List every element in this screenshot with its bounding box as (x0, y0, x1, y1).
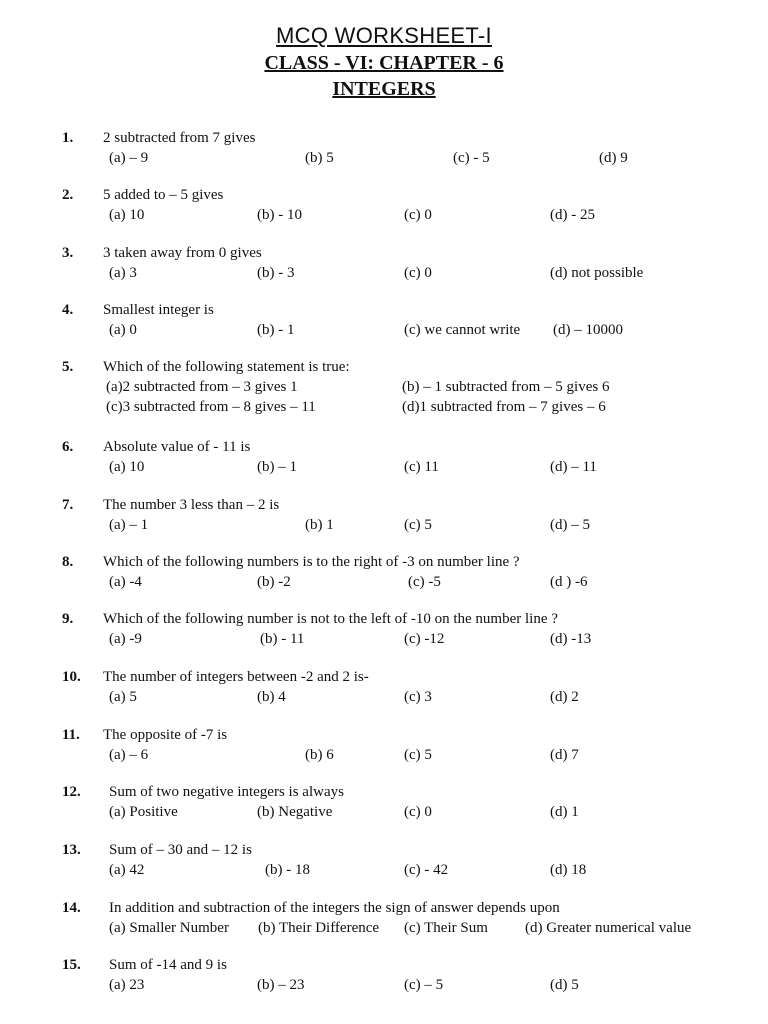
question-text: The number 3 less than – 2 is (103, 497, 280, 513)
question-text: 5 added to – 5 gives (103, 187, 224, 203)
option-b: (b) – 1 (257, 459, 297, 475)
question-text: Smallest integer is (103, 302, 214, 318)
option-c: (c) 0 (404, 265, 432, 281)
option-b: (b) 1 (305, 517, 334, 533)
question-number: 3. (62, 245, 74, 261)
question-number: 9. (62, 611, 74, 627)
question-text: 2 subtracted from 7 gives (103, 130, 256, 146)
option-b: (b) - 11 (260, 631, 305, 647)
question-number: 13. (62, 842, 81, 858)
option-d: (d) 18 (550, 862, 587, 878)
option-a: (a) 23 (109, 977, 145, 993)
option-d: (d) 7 (550, 747, 579, 763)
option-c: (c) 5 (404, 517, 432, 533)
question-number: 6. (62, 439, 74, 455)
option-d: (d) not possible (550, 265, 644, 281)
option-b: (b) 5 (305, 150, 334, 166)
question-number: 2. (62, 187, 74, 203)
option-d: (d) -13 (550, 631, 592, 647)
option-d: (d) – 5 (550, 517, 590, 533)
option-b: (b) Negative (257, 804, 333, 820)
option-a: (a) 10 (109, 207, 145, 223)
question-text: Which of the following numbers is to the right of -3 on number line ? (103, 554, 520, 570)
option-d: (d) - 25 (550, 207, 595, 223)
option-a: (a) -9 (109, 631, 142, 647)
option-c: (c) 0 (404, 804, 432, 820)
option-a: (a)2 subtracted from – 3 gives 1 (106, 379, 298, 395)
question-number: 11. (62, 727, 80, 743)
question-text: Sum of -14 and 9 is (109, 957, 227, 973)
option-a: (a) 3 (109, 265, 137, 281)
option-b: (b) 6 (305, 747, 334, 763)
option-b: (b) -2 (257, 574, 291, 590)
option-c: (c) -12 (404, 631, 445, 647)
question-number: 12. (62, 784, 81, 800)
option-d: (d) – 11 (550, 459, 597, 475)
worksheet-title: MCQ WORKSHEET-I (276, 23, 492, 48)
question-text: Sum of two negative integers is always (109, 784, 344, 800)
option-b: (b) – 1 subtracted from – 5 gives 6 (402, 379, 610, 395)
option-b: (b) - 18 (265, 862, 310, 878)
option-c: (c)3 subtracted from – 8 gives – 11 (106, 399, 316, 415)
option-c: (c) – 5 (404, 977, 444, 993)
option-c: (c) 11 (404, 459, 439, 475)
option-c: (c) - 42 (404, 862, 449, 878)
question-number: 1. (62, 130, 74, 146)
option-a: (a) 5 (109, 689, 137, 705)
option-b: (b) 4 (257, 689, 286, 705)
option-a: (a) 10 (109, 459, 145, 475)
class-chapter-line: CLASS - VI: CHAPTER - 6 (264, 52, 504, 74)
question-text: Absolute value of - 11 is (103, 439, 251, 455)
option-c: (c) - 5 (453, 150, 490, 166)
option-b: (b) - 1 (257, 322, 295, 338)
question-text: Which of the following number is not to the left of -10 on the number line ? (103, 611, 558, 627)
option-c: (c) Their Sum (404, 920, 488, 936)
chapter-topic: INTEGERS (332, 78, 436, 100)
option-b: (b) - 3 (257, 265, 295, 281)
question-number: 4. (62, 302, 74, 318)
option-d: (d) 5 (550, 977, 579, 993)
option-c: (c) we cannot write (404, 322, 521, 338)
option-c: (c) 5 (404, 747, 432, 763)
option-a: (a) Smaller Number (109, 920, 229, 936)
question-number: 7. (62, 497, 74, 513)
option-c: (c) 0 (404, 207, 432, 223)
option-a: (a) – 1 (109, 517, 149, 533)
question-number: 8. (62, 554, 74, 570)
option-d: (d) Greater numerical value (525, 920, 692, 936)
question-text: In addition and subtraction of the integers the sign of answer depends upon (109, 900, 560, 916)
option-d: (d) 9 (599, 150, 628, 166)
option-a: (a) 42 (109, 862, 145, 878)
option-c: (c) 3 (404, 689, 432, 705)
question-number: 14. (62, 900, 81, 916)
option-b: (b) – 23 (257, 977, 305, 993)
option-d: (d) 2 (550, 689, 579, 705)
question-text: Which of the following statement is true: (103, 359, 350, 375)
question-text: The opposite of -7 is (103, 727, 228, 743)
worksheet-header (0, 22, 768, 102)
option-a: (a) -4 (109, 574, 142, 590)
question-number: 5. (62, 359, 74, 375)
option-c: (c) -5 (408, 574, 441, 590)
option-d: (d) – 10000 (553, 322, 623, 338)
question-number: 10. (62, 669, 81, 685)
question-text: Sum of – 30 and – 12 is (109, 842, 252, 858)
option-d: (d)1 subtracted from – 7 gives – 6 (402, 399, 606, 415)
option-a: (a) Positive (109, 804, 178, 820)
question-number: 15. (62, 957, 81, 973)
option-b: (b) - 10 (257, 207, 302, 223)
option-a: (a) – 6 (109, 747, 149, 763)
option-d: (d) 1 (550, 804, 579, 820)
option-d: (d ) -6 (550, 574, 588, 590)
option-a: (a) 0 (109, 322, 137, 338)
option-b: (b) Their Difference (258, 920, 380, 936)
question-text: 3 taken away from 0 gives (103, 245, 262, 261)
question-text: The number of integers between -2 and 2 is- (103, 669, 369, 685)
option-a: (a) – 9 (109, 150, 149, 166)
